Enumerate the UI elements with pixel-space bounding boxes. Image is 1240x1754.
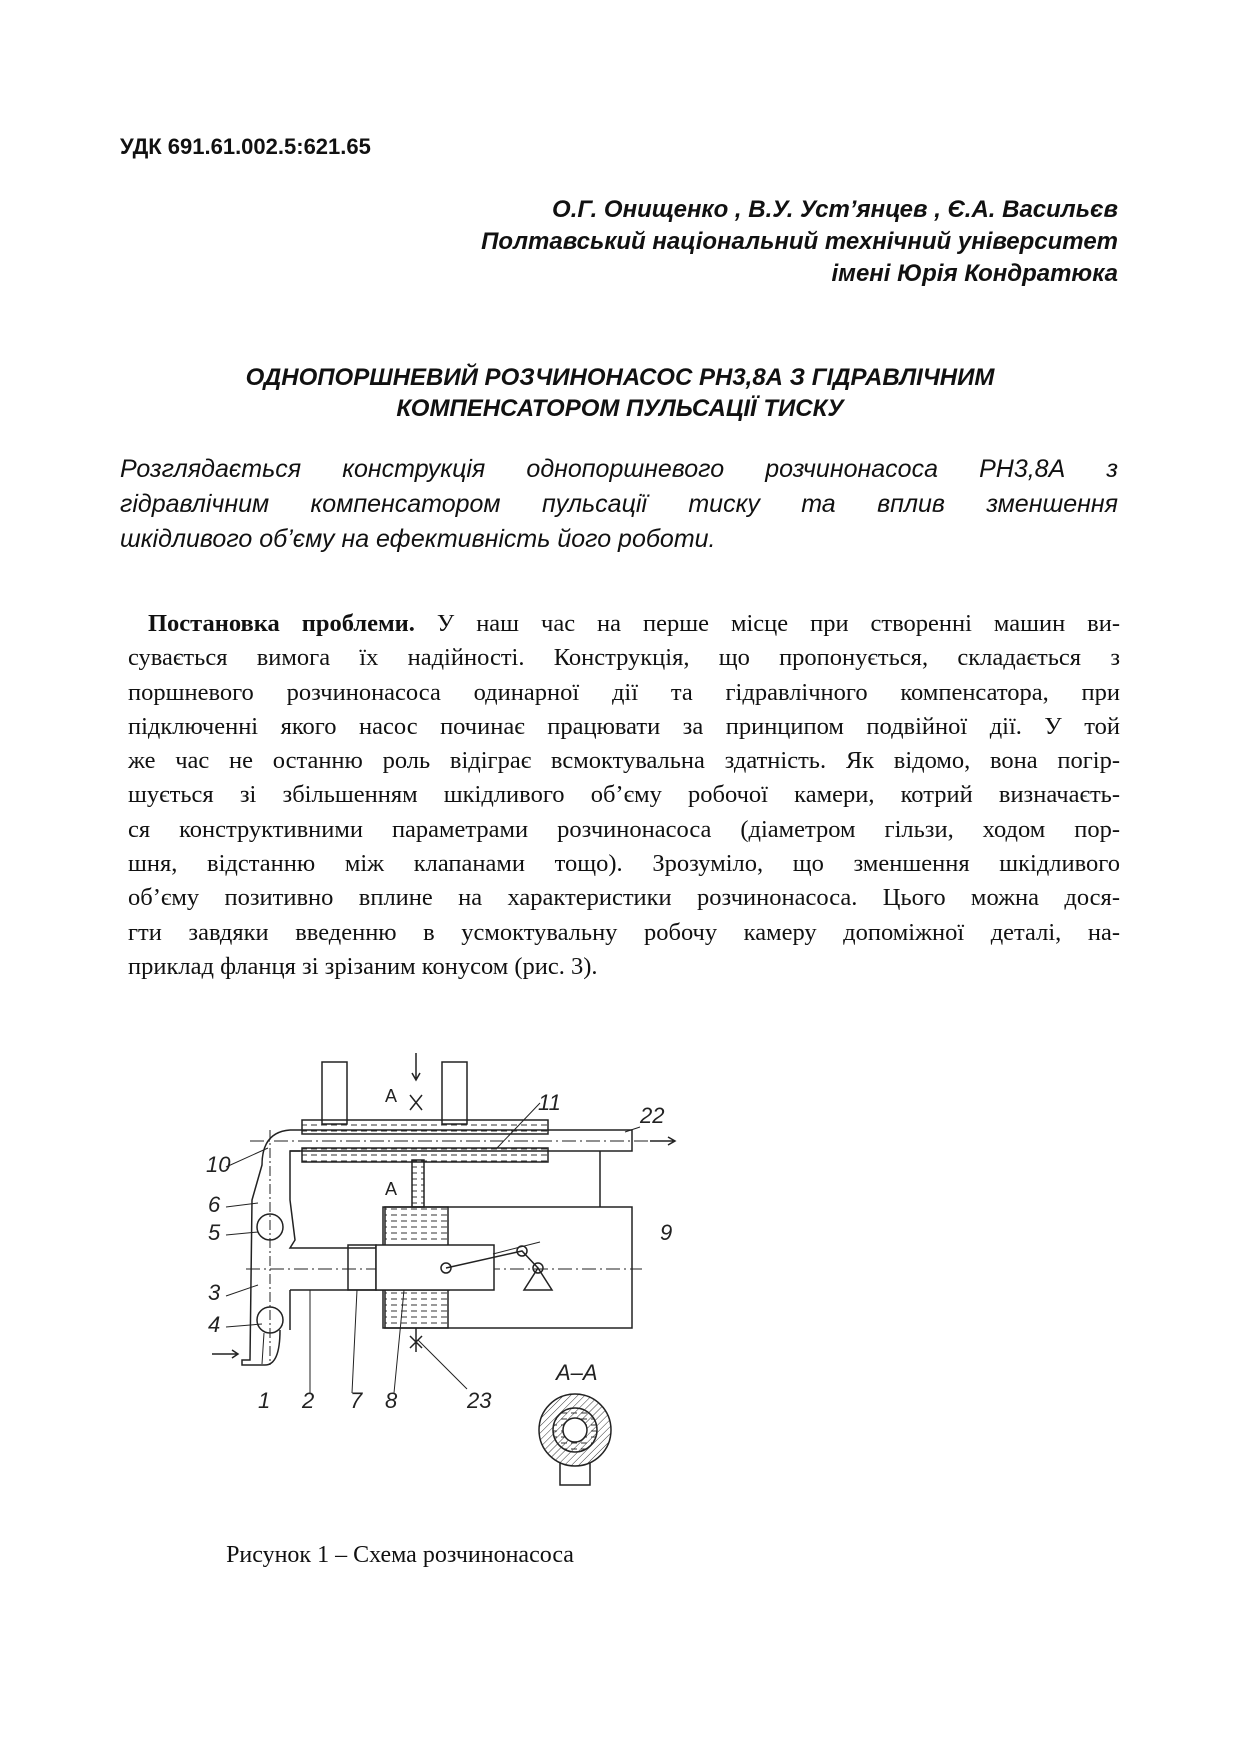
compensator-jacket-bottom xyxy=(302,1148,548,1162)
affiliation: Полтавський національний технічний університет xyxy=(481,228,1118,255)
label-5: 5 xyxy=(208,1220,221,1245)
udk-code: УДК 691.61.002.5:621.65 xyxy=(120,134,371,159)
title-line: КОМПЕНСАТОРОМ ПУЛЬСАЦІЇ ТИСКУ xyxy=(396,395,844,422)
author-names: О.Г. Онищенко , В.У. Уст’янцев , Є.А. Васильєв xyxy=(552,196,1118,223)
body-line-text: У наш час на перше місце при створенні машин ви- xyxy=(414,610,1120,637)
body-line: же час не останню роль відіграє всмоктувальна здатність. Як відомо, вона погір- xyxy=(128,747,1120,775)
body-line: гти завдяки введенню в усмоктувальну робочу камеру допоміжної деталі, на- xyxy=(128,918,1120,946)
abstract-line: шкідливого об’єму на ефективність його роботи. xyxy=(120,525,716,553)
body-line: сувається вимога їх надійності. Конструкція, що пропонується, складається з xyxy=(128,644,1120,672)
body-line: поршневого розчинонасоса одинарної дії та гідравлічного компенсатора, при xyxy=(128,678,1120,706)
affiliation-name: імені Юрія Кондратюка xyxy=(831,260,1118,287)
body-line: об’єму позитивно вплине на характеристики розчинонасоса. Цього можна дося- xyxy=(128,884,1120,912)
outlet-arrow-icon xyxy=(650,1137,675,1145)
inlet-arrow-icon xyxy=(212,1350,238,1358)
label-10: 10 xyxy=(206,1152,231,1177)
body-line: підключенні якого насос починає працювати за принципом подвійної дії. У той xyxy=(128,712,1120,740)
support-post xyxy=(322,1062,347,1124)
support-post xyxy=(442,1062,467,1124)
abstract-line: Розглядається конструкція однопоршневого розчинонасоса РН3,8А з xyxy=(120,455,1118,483)
label-23: 23 xyxy=(467,1388,492,1413)
inlet-arrow-icon xyxy=(412,1053,420,1080)
body-line: ся конструктивними параметрами розчинонасоса (діаметром гільзи, ходом пор- xyxy=(128,815,1120,843)
label-4: 4 xyxy=(208,1312,221,1337)
drain-valve-icon xyxy=(410,1328,422,1352)
abstract-line: гідравлічним компенсатором пульсації тиску та вплив зменшення xyxy=(120,490,1118,518)
figure-caption: Рисунок 1 – Схема розчинонасоса xyxy=(226,1542,574,1568)
label-6: 6 xyxy=(208,1192,221,1217)
section-mark-top: А xyxy=(385,1086,398,1106)
label-3: 3 xyxy=(208,1280,221,1305)
label-8: 8 xyxy=(385,1388,398,1413)
label-7: 7 xyxy=(350,1388,363,1413)
valve-icon xyxy=(410,1095,422,1110)
body-line: шня, відстанню між клапанами тощо). Зрозуміло, що зменшення шкідливого xyxy=(128,850,1120,878)
compensator-jacket-top xyxy=(302,1120,548,1134)
plunger-sleeve xyxy=(376,1245,494,1290)
title-line: ОДНОПОРШНЕВИЙ РОЗЧИНОНАСОС РН3,8А З ГІДРАВЛІЧНИМ xyxy=(245,364,995,391)
section-a-a-label: А–А xyxy=(556,1360,598,1385)
label-11: 11 xyxy=(538,1090,561,1115)
label-1: 1 xyxy=(258,1388,271,1413)
body-line: шується зі збільшенням шкідливого об’єму робочої камери, котрий визначаєть- xyxy=(128,781,1120,809)
body-line: приклад фланця зі зрізаним конусом (рис. 3). xyxy=(128,952,598,980)
piston xyxy=(348,1245,376,1290)
section-lead: Постановка проблеми. xyxy=(148,610,415,637)
label-2: 2 xyxy=(302,1388,315,1413)
section-mark-bottom: А xyxy=(385,1179,398,1199)
label-9: 9 xyxy=(660,1220,673,1245)
label-22: 22 xyxy=(640,1103,665,1128)
